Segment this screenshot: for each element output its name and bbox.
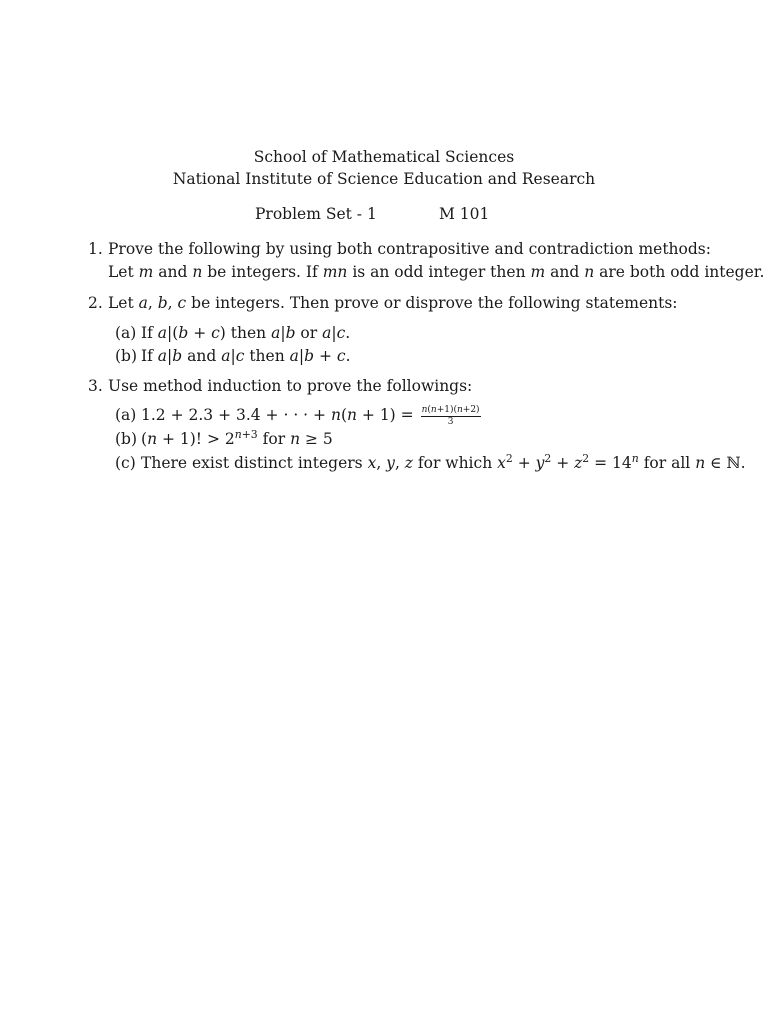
part-label: (b) (115, 430, 138, 448)
part-label: (b) (115, 347, 138, 365)
problem-set-title: Problem Set - 1 (255, 205, 377, 223)
problem-text: Let a, b, c be integers. Then prove or disprove the following statements: (108, 294, 678, 312)
problem-number: 1. (88, 240, 103, 258)
fraction: $\frac{n(n+1)(n+2)}{3}$ (421, 405, 480, 428)
header-school: School of Mathematical Sciences (253, 148, 515, 166)
problem-number: 2. (88, 294, 103, 312)
part-label: (a) (115, 406, 137, 424)
problem-text: Prove the following by using both contrapositive and contradiction methods: (108, 240, 711, 258)
problem-text: Use method induction to prove the followings: (108, 377, 473, 395)
problem-number: 3. (88, 377, 103, 395)
part-text: (n + 1)! > $2^{n+3}$ for n ≥ 5 (141, 428, 333, 448)
part-text: If a|b and a|c then a|b + c. (141, 347, 351, 365)
part-label: (a) (115, 324, 137, 342)
header-institute: National Institute of Science Education and Research (172, 170, 596, 188)
part-text: If a|(b + c) then a|b or a|c. (141, 324, 351, 342)
part-text: There exist distinct integers x, y, z for which $x^2 + y^2 + z^2 = 14^n$ for all n ∈ ℕ. (141, 452, 746, 472)
course-code: M 101 (439, 205, 490, 223)
part-text: 1.2 + 2.3 + 3.4 + · · · + n(n + 1) = $\frac{n(n+1)(n+2)}{3}$ (141, 405, 480, 428)
part-label: (c) (115, 454, 136, 472)
problem-continuation: Let m and n be integers. If mn is an odd integer then m and n are both odd integer. (108, 263, 765, 281)
